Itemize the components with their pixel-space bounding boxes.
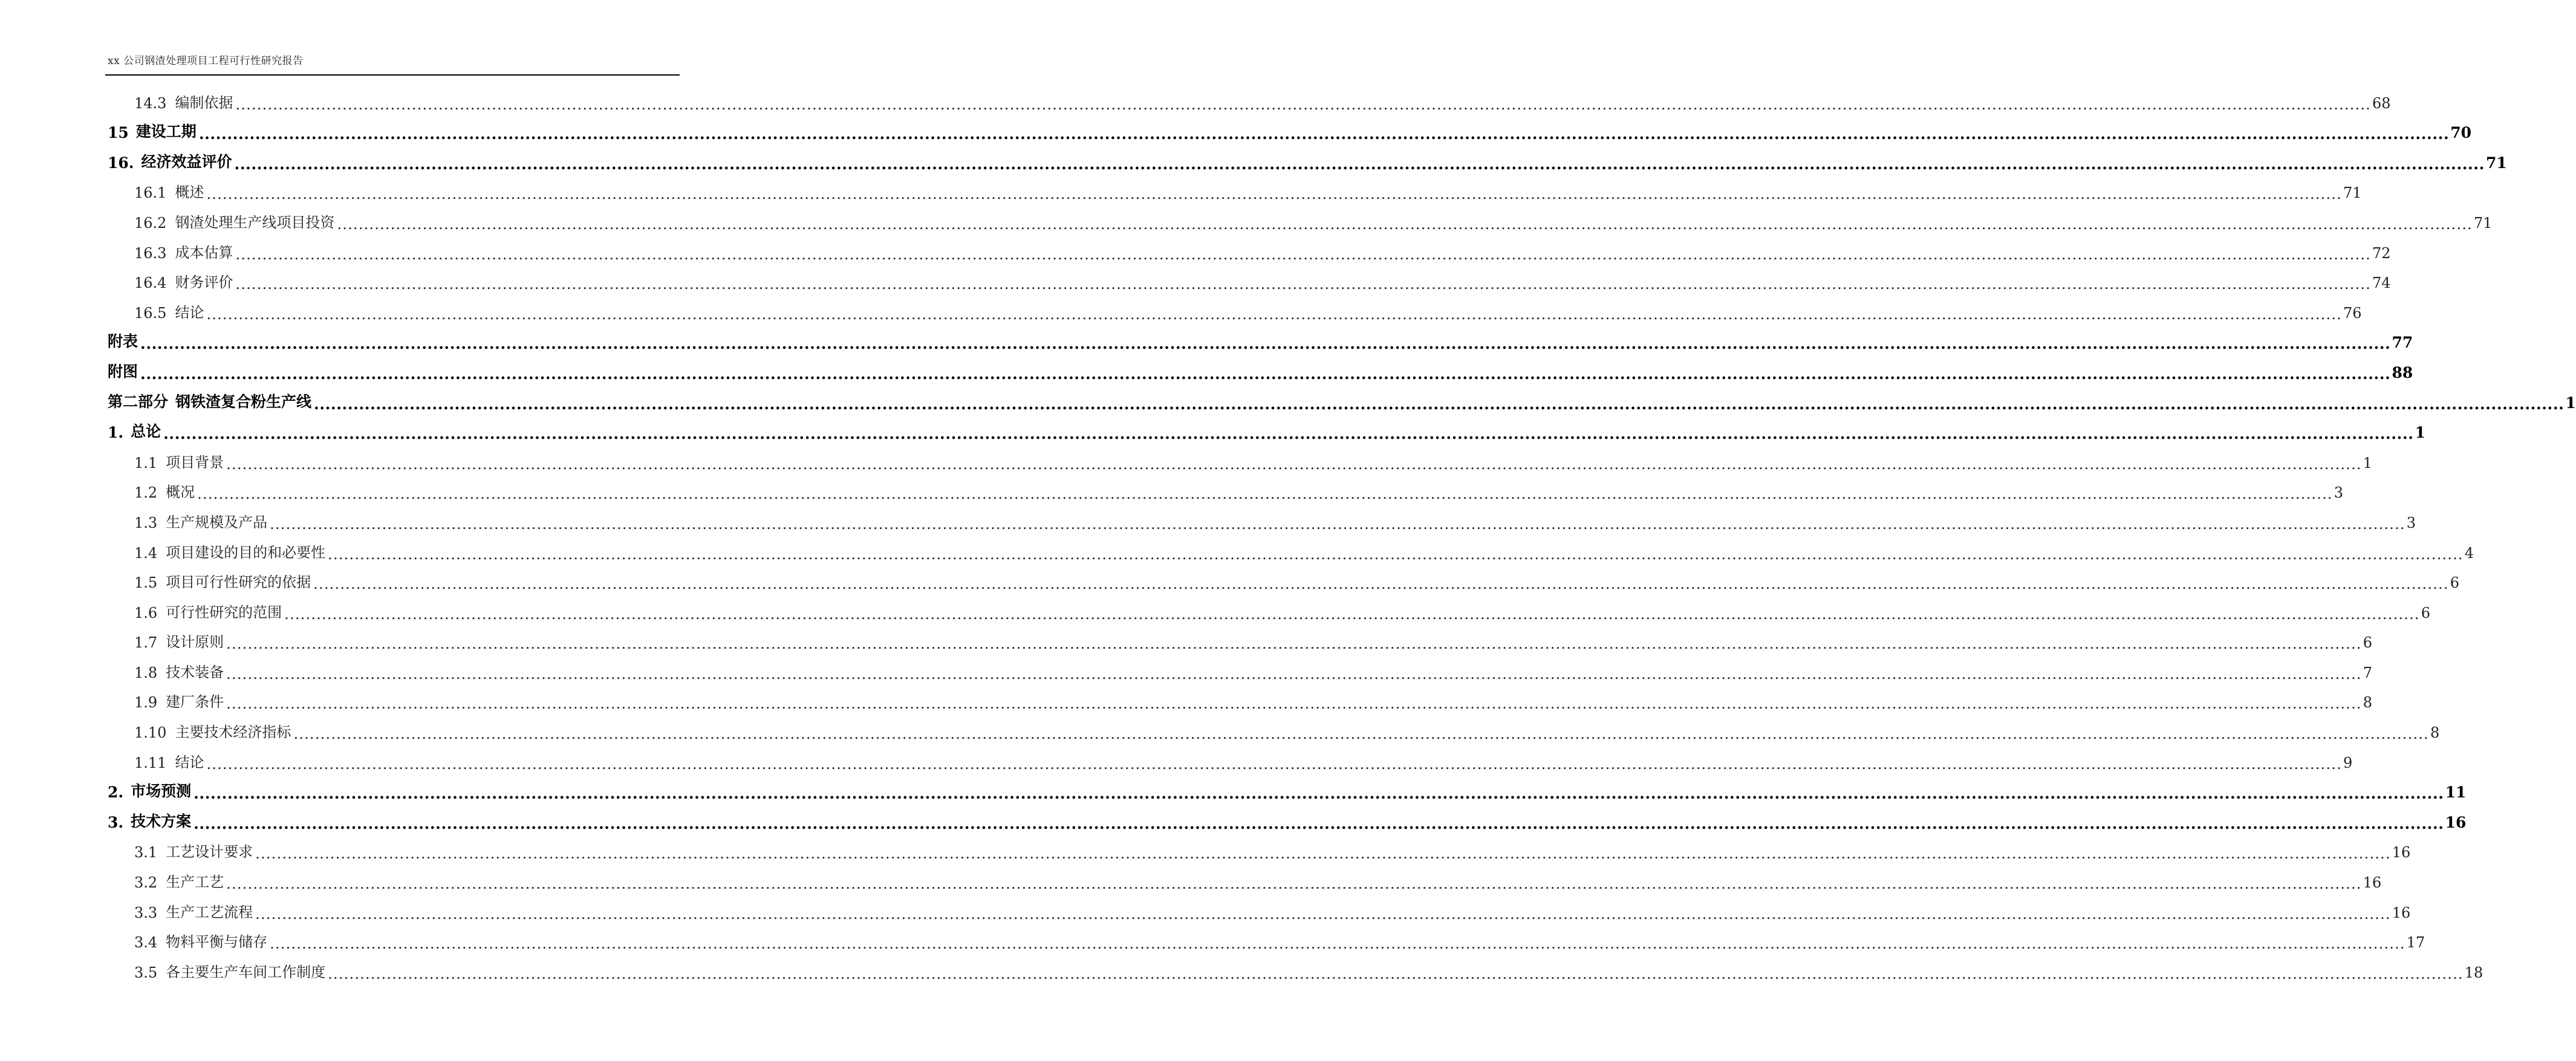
dot-leader: ................................................................................................................................................................................................................................................................................................................................................................................................................: [226, 695, 2362, 713]
toc-entry-page-number: 71: [2343, 184, 2362, 202]
toc-entry-page-number: 88: [2392, 363, 2413, 381]
toc-entry-title: 生产工艺流程: [166, 903, 253, 921]
dot-leader: ................................................................................................................................................................................................................................................................................................................................................................................................................: [270, 515, 2405, 533]
toc-entry-number: 3.: [108, 813, 124, 831]
dot-leader: ................................................................................................................................................................................................................................................................................................................................................................................................................: [140, 365, 2391, 383]
dot-leader: ................................................................................................................................................................................................................................................................................................................................................................................................................: [206, 755, 2342, 773]
toc-entry-page-number: 3: [2406, 514, 2416, 531]
toc-entry-page-number: 1: [2565, 394, 2576, 412]
toc-entry[interactable]: [108, 566, 2460, 597]
dot-leader: ................................................................................................................................................................................................................................................................................................................................................................................................................: [226, 875, 2362, 893]
toc-entry-title: 技术装备: [166, 663, 224, 681]
toc-entry[interactable]: [108, 86, 2391, 117]
toc-entry[interactable]: [108, 267, 2391, 297]
toc-entry-number: 16.1: [134, 184, 167, 202]
toc-entry-number: 1.8: [134, 664, 158, 681]
toc-entry-page-number: 11: [2445, 784, 2467, 802]
toc-entry[interactable]: [108, 386, 2576, 417]
toc-entry-title: 钢铁渣复合粉生产线: [175, 392, 312, 410]
toc-entry-number: 14.3: [134, 94, 167, 112]
toc-entry[interactable]: [108, 506, 2416, 536]
toc-entry[interactable]: [108, 117, 2472, 147]
toc-entry[interactable]: [108, 326, 2413, 357]
toc-entry-number: 3.4: [134, 934, 158, 952]
toc-entry-title: 物料平衡与储存: [166, 933, 268, 951]
toc-entry[interactable]: [108, 356, 2413, 386]
dot-leader: ................................................................................................................................................................................................................................................................................................................................................................................................................: [270, 935, 2405, 953]
dot-leader: ................................................................................................................................................................................................................................................................................................................................................................................................................: [226, 665, 2362, 683]
toc-entry-page-number: 9: [2343, 754, 2353, 771]
toc-entry-title: 附图: [108, 362, 138, 380]
toc-entry-title: 主要技术经济指标: [175, 724, 291, 741]
toc-entry-page-number: 6: [2450, 574, 2460, 592]
toc-entry[interactable]: [108, 686, 2373, 716]
dot-leader: ................................................................................................................................................................................................................................................................................................................................................................................................................: [284, 605, 2420, 623]
toc-entry[interactable]: [108, 626, 2373, 657]
toc-entry-title: 生产工艺: [166, 874, 224, 891]
toc-entry-title: 生产规模及产品: [166, 513, 268, 531]
toc-entry[interactable]: [108, 536, 2474, 566]
toc-entry-number: 1.4: [134, 544, 158, 562]
toc-entry-title: 可行性研究的范围: [166, 603, 282, 621]
dot-leader: ................................................................................................................................................................................................................................................................................................................................................................................................................: [293, 725, 2429, 743]
toc-entry-page-number: 6: [2421, 604, 2431, 621]
dot-leader: ................................................................................................................................................................................................................................................................................................................................................................................................................: [328, 545, 2464, 563]
dot-leader: ................................................................................................................................................................................................................................................................................................................................................................................................................: [235, 276, 2371, 293]
toc-entry-page-number: 74: [2372, 274, 2391, 292]
toc-entry-page-number: 16: [2392, 904, 2411, 921]
toc-entry-title: 市场预测: [131, 782, 192, 800]
dot-leader: ................................................................................................................................................................................................................................................................................................................................................................................................................: [197, 485, 2333, 503]
toc-entry-page-number: 4: [2464, 544, 2474, 562]
toc-entry-page-number: 18: [2464, 964, 2483, 981]
toc-entry-number: 1.: [108, 424, 124, 442]
header-rule: [105, 74, 680, 76]
toc-entry[interactable]: [108, 417, 2425, 447]
dot-leader: ................................................................................................................................................................................................................................................................................................................................................................................................................: [255, 905, 2391, 923]
toc-entry[interactable]: [108, 146, 2507, 177]
toc-entry-title: 附表: [108, 333, 138, 351]
toc-entry-title: 建厂条件: [166, 693, 224, 711]
toc-entry-number: 1.7: [134, 634, 158, 652]
toc-entry-number: 1.10: [134, 724, 167, 742]
toc-entry-number: 1.1: [134, 454, 158, 472]
toc-entry-number: 16.4: [134, 274, 167, 292]
toc-entry[interactable]: [108, 296, 2362, 326]
toc-entry-page-number: 76: [2343, 304, 2362, 322]
dot-leader: ................................................................................................................................................................................................................................................................................................................................................................................................................: [313, 576, 2449, 593]
toc-entry-number: 1.3: [134, 514, 158, 531]
toc-entry-number: 1.11: [134, 754, 167, 771]
toc-entry-number: 1.6: [134, 604, 158, 621]
toc-entry[interactable]: [108, 656, 2373, 686]
toc-entry[interactable]: [108, 836, 2411, 866]
toc-entry-title: 建设工期: [135, 123, 197, 141]
toc-entry-title: 编制依据: [175, 94, 233, 111]
toc-entry-number: 16.5: [134, 304, 167, 322]
toc-entry-page-number: 16: [2363, 874, 2382, 892]
toc-entry[interactable]: [108, 596, 2431, 626]
toc-entry[interactable]: [108, 866, 2382, 896]
toc-entry-page-number: 3: [2334, 484, 2344, 502]
dot-leader: ................................................................................................................................................................................................................................................................................................................................................................................................................: [314, 395, 2565, 413]
toc-entry-page-number: 7: [2363, 664, 2373, 681]
toc-entry[interactable]: [108, 177, 2362, 207]
toc-entry[interactable]: [108, 956, 2483, 986]
dot-leader: ................................................................................................................................................................................................................................................................................................................................................................................................................: [234, 155, 2485, 173]
toc-entry-title: 结论: [175, 753, 204, 771]
toc-entry-page-number: 16: [2445, 813, 2467, 831]
toc-entry-page-number: 6: [2363, 634, 2373, 652]
running-header: xx 公司钢渣处理项目工程可行性研究报告: [108, 55, 304, 67]
toc-entry-number: 16.: [108, 154, 134, 172]
toc-entry-title: 财务评价: [175, 274, 233, 291]
toc-entry-title: 技术方案: [131, 812, 192, 830]
toc-entry[interactable]: [108, 476, 2344, 507]
toc-entry[interactable]: [108, 806, 2467, 836]
toc-entry-page-number: 16: [2392, 844, 2411, 861]
dot-leader: ................................................................................................................................................................................................................................................................................................................................................................................................................: [194, 814, 2444, 832]
dot-leader: ................................................................................................................................................................................................................................................................................................................................................................................................................: [328, 965, 2464, 982]
toc-entry[interactable]: [108, 206, 2493, 236]
toc-entry-number: 2.: [108, 784, 124, 802]
toc-entry-title: 设计原则: [166, 634, 224, 651]
toc-entry-number: 第二部分: [108, 392, 169, 410]
toc-entry[interactable]: [108, 746, 2353, 776]
dot-leader: ................................................................................................................................................................................................................................................................................................................................................................................................................: [194, 785, 2444, 803]
toc-entry-page-number: 71: [2485, 154, 2507, 172]
dot-leader: ................................................................................................................................................................................................................................................................................................................................................................................................................: [163, 425, 2414, 443]
toc-entry-number: 3.1: [134, 844, 158, 861]
toc-entry-page-number: 72: [2372, 244, 2391, 262]
toc-entry[interactable]: [108, 926, 2425, 956]
toc-entry[interactable]: [108, 776, 2467, 806]
dot-leader: ................................................................................................................................................................................................................................................................................................................................................................................................................: [198, 125, 2450, 143]
toc-entry-number: 1.2: [134, 484, 158, 502]
toc-entry-page-number: 1: [2415, 424, 2425, 442]
toc-entry-title: 工艺设计要求: [166, 843, 253, 861]
toc-entry[interactable]: [108, 236, 2391, 267]
toc-entry-page-number: 70: [2450, 124, 2472, 142]
dot-leader: ................................................................................................................................................................................................................................................................................................................................................................................................................: [226, 635, 2362, 653]
toc-entry-number: 16.2: [134, 214, 167, 232]
toc-entry[interactable]: [108, 896, 2411, 926]
dot-leader: ................................................................................................................................................................................................................................................................................................................................................................................................................: [337, 215, 2473, 233]
toc-entry-number: 16.3: [134, 244, 167, 262]
toc-entry-title: 成本估算: [175, 244, 233, 261]
toc-entry-title: 总论: [131, 423, 161, 441]
dot-leader: ................................................................................................................................................................................................................................................................................................................................................................................................................: [140, 335, 2391, 353]
toc-entry-number: 3.5: [134, 964, 158, 981]
toc-entry-title: 经济效益评价: [141, 152, 232, 170]
toc-entry-title: 项目背景: [166, 453, 224, 471]
toc-entry-title: 项目可行性研究的依据: [166, 574, 311, 591]
toc-entry-page-number: 8: [2430, 724, 2440, 742]
toc-entry-number: 15: [108, 124, 129, 142]
toc-entry-title: 各主要生产车间工作制度: [166, 963, 326, 981]
toc-entry-number: 3.2: [134, 874, 158, 892]
dot-leader: ................................................................................................................................................................................................................................................................................................................................................................................................................: [226, 455, 2362, 473]
toc-entry-title: 项目建设的目的和必要性: [166, 543, 326, 561]
toc-entry-page-number: 8: [2363, 694, 2373, 712]
toc-entry-title: 概述: [175, 184, 204, 201]
toc-entry-page-number: 68: [2372, 94, 2391, 112]
dot-leader: ................................................................................................................................................................................................................................................................................................................................................................................................................: [255, 845, 2391, 863]
toc-entry[interactable]: [108, 716, 2440, 746]
toc-entry-number: 3.3: [134, 904, 158, 921]
toc-entry-number: 1.5: [134, 574, 158, 592]
toc-entry-page-number: 17: [2406, 934, 2425, 952]
toc-entry-page-number: 1: [2363, 454, 2373, 472]
dot-leader: ................................................................................................................................................................................................................................................................................................................................................................................................................: [235, 245, 2371, 263]
dot-leader: ................................................................................................................................................................................................................................................................................................................................................................................................................: [206, 305, 2342, 323]
toc-entry-title: 结论: [175, 303, 204, 321]
toc-entry-number: 1.9: [134, 694, 158, 712]
table-of-contents: [108, 86, 2576, 986]
dot-leader: ................................................................................................................................................................................................................................................................................................................................................................................................................: [206, 186, 2342, 203]
toc-entry-page-number: 77: [2392, 334, 2413, 352]
toc-entry-title: 钢渣处理生产线项目投资: [175, 213, 335, 231]
toc-entry[interactable]: [108, 446, 2373, 476]
dot-leader: ................................................................................................................................................................................................................................................................................................................................................................................................................: [235, 96, 2371, 113]
toc-entry-title: 概况: [166, 484, 195, 501]
toc-entry-page-number: 71: [2474, 214, 2493, 232]
